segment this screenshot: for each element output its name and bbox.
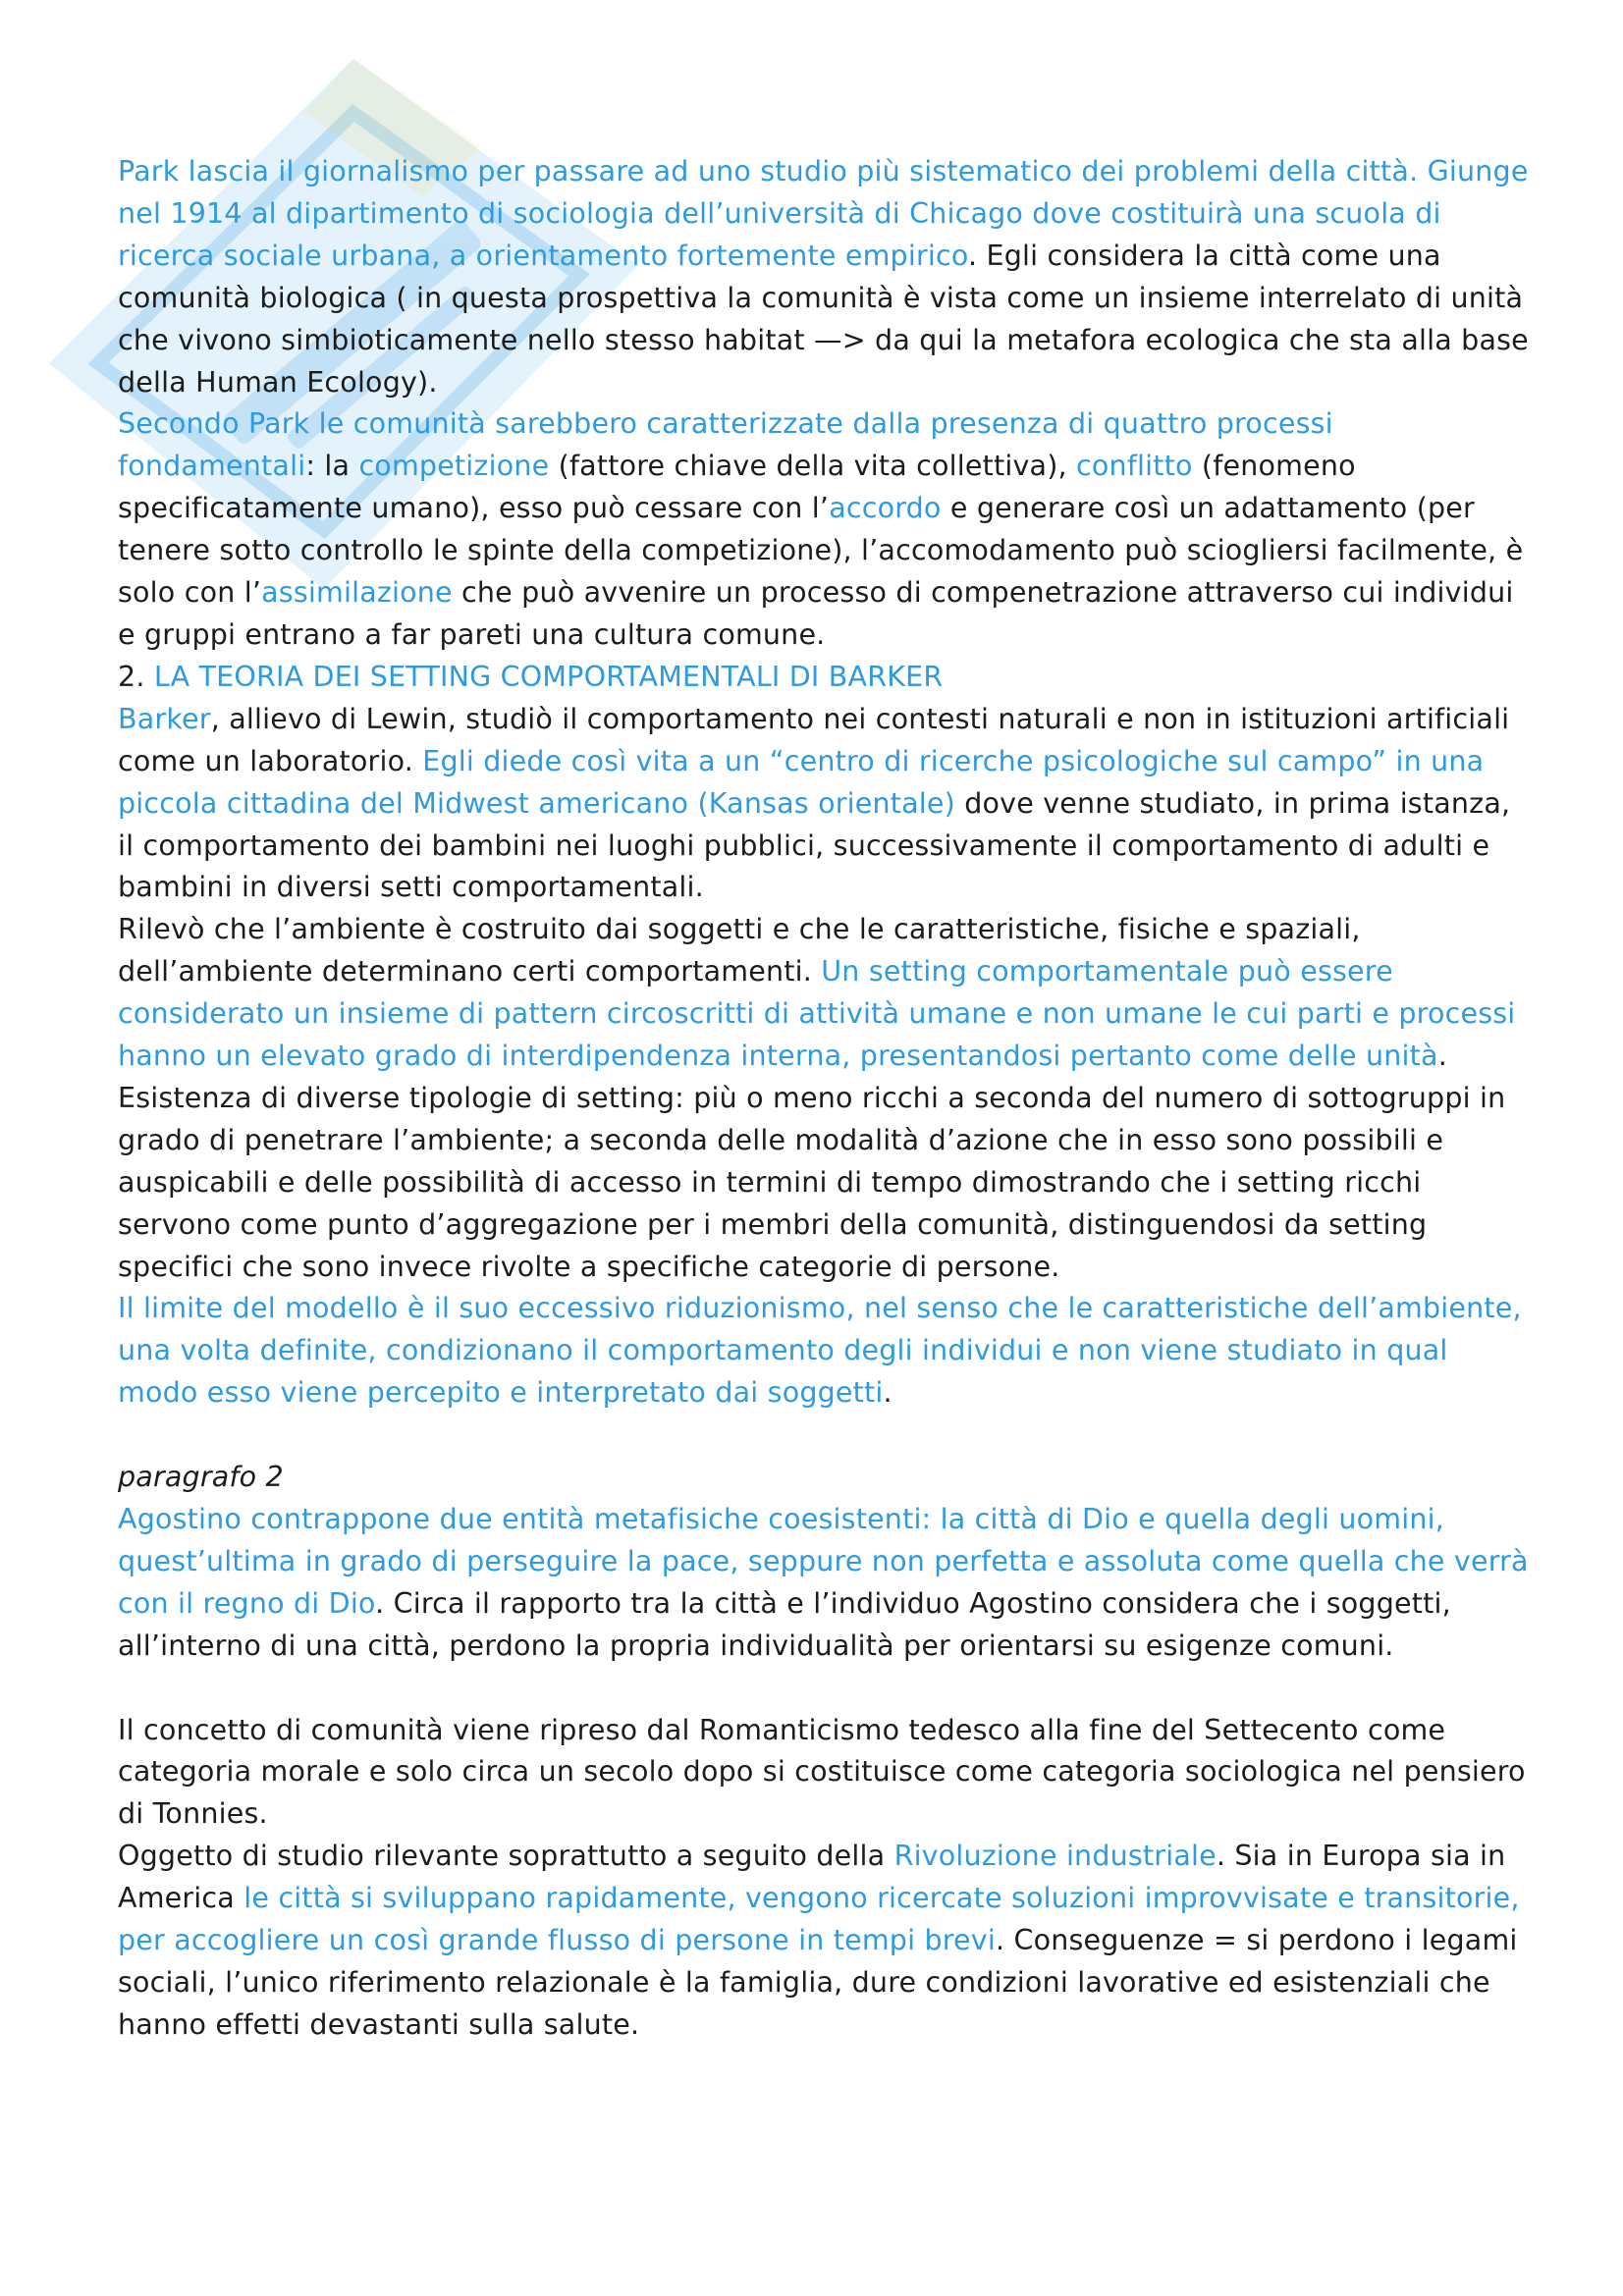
paragraph-park-processes [118, 403, 1532, 656]
body-text: . [1437, 1040, 1447, 1073]
paragraph-model-limit [118, 1288, 1532, 1415]
highlight-text: Agostino contrappone due entità metafisiche coesistenti: la città di Dio e quella degli uomini, quest’ultima in grado di perseguire la pace, seppure non perfetta e assoluta come quella che verrà con il regno di Dio [118, 1502, 1529, 1620]
body-text: (fattore chiave della vita collettiva), [549, 450, 1077, 483]
highlight-term-assimilazione: assimilazione [261, 576, 453, 610]
paragraph-agostino [118, 1499, 1532, 1668]
body-text: che può avvenire un processo di compenetrazione attraverso cui individui e gruppi entrano a far pareti una cultura comune. [118, 576, 1514, 651]
body-text: . Sia in Europa sia in America [118, 1840, 1506, 1915]
paragraph-setting-definition [118, 909, 1532, 1078]
highlight-text: Il limite del modello è il suo eccessivo riduzionismo, nel senso che le caratteristiche dell’ambiente, una volta definite, condizionano il comportamento degli individui e non viene studiato in qual modo esso viene percepito e interpretato dai soggetti [118, 1292, 1522, 1410]
highlight-text: le città si sviluppano rapidamente, vengono ricercate soluzioni improvvisate e transitorie, per accogliere un così grande flusso di persone in tempi brevi [118, 1882, 1520, 1957]
body-text: . [883, 1376, 893, 1410]
highlight-term-accordo: accordo [829, 492, 942, 525]
blank-line [118, 1415, 1532, 1457]
paragraph-park-intro [118, 151, 1532, 403]
body-text: Rilevò che l’ambiente è costruito dai soggetti e che le caratteristiche, fisiche e spaziali, dell’ambiente determinano certi comportamenti. [118, 913, 1361, 988]
blank-line [118, 1668, 1532, 1710]
paragraph-rivoluzione-industriale [118, 1836, 1532, 2047]
body-text: . Circa il rapporto tra la città e l’individuo Agostino considera che i soggetti, all’interno di una città, perdono la propria individualità per orientarsi su esigenze comuni. [118, 1586, 1451, 1662]
highlight-text: Park lascia il giornalismo per passare ad uno studio più sistematico dei problemi della città. Giunge nel 1914 al dipartimento di sociologia dell’università di Chicago dove costituirà una scuola di ricerca sociale urbana, a orientamento fortemente empirico [118, 155, 1529, 272]
highlight-term-rivoluzione: Rivoluzione industriale [893, 1840, 1217, 1873]
paragraph-setting-types [118, 1078, 1532, 1289]
body-text: , allievo di Lewin, studiò il comportamento nei contesti naturali e non in istituzioni artificiali come un laboratorio. [118, 702, 1510, 777]
body-text: e generare così un adattamento (per tenere sotto controllo le spinte della competizione), l’accomodamento può sciogliersi facilmente, è solo con l’ [118, 492, 1524, 610]
section-heading-barker [118, 657, 1532, 699]
section-title: LA TEORIA DEI SETTING COMPORTAMENTALI DI BARKER [153, 660, 944, 693]
document-body [118, 151, 1532, 2047]
paragraph-barker-intro [118, 699, 1532, 910]
highlight-text: Secondo Park le comunità sarebbero caratterizzate dalla presenza di quattro processi fondamentali [118, 407, 1333, 483]
body-text: Esistenza di diverse tipologie di setting: più o meno ricchi a seconda del numero di sottogruppi in grado di penetrare l’ambiente; a seconda delle modalità d’azione che in esso sono possibili e auspicabili e delle possibilità di accesso in termini di tempo dimostrando che i setting ricchi servono come punto d’aggregazione per i membri della comunità, distinguendosi da setting specifici che sono invece rivolte a specifiche categorie di persone. [118, 1081, 1506, 1283]
paragraph-romanticismo [118, 1710, 1532, 1837]
highlight-text: Egli diede così vita a un “centro di ricerche psicologiche sul campo” in una piccola cittadina del Midwest americano (Kansas orientale) [118, 744, 1485, 820]
body-text: . Egli considera la città come una comunità biologica ( in questa prospettiva la comunità è vista come un insieme interrelato di unità che vivono simbioticamente nello stesso habitat —> da qui la metafora ecologica che sta alla base della Human Ecology). [118, 239, 1529, 399]
highlight-term-conflitto: conflitto [1076, 450, 1193, 483]
body-text: : la [305, 450, 359, 483]
body-text: (fenomeno specificatamente umano), esso può cessare con l’ [118, 450, 1356, 525]
body-text: dove venne studiato, in prima istanza, il comportamento dei bambini nei luoghi pubblici, successivamente il comportamento di adulti e bambini in diversi setti comportamentali. [118, 786, 1511, 904]
body-text: Oggetto di studio rilevante soprattutto a seguito della [118, 1840, 894, 1873]
highlight-text: Un setting comportamentale può essere considerato un insieme di pattern circoscritti di attività umane e non umane le cui parti e processi hanno un elevato grado di interdipendenza interna, presentandosi pertanto come delle unità [118, 955, 1516, 1073]
body-text: Il concetto di comunità viene ripreso dal Romanticismo tedesco alla fine del Settecento come categoria morale e solo circa un secolo dopo si costituisce come categoria sociologica nel pensiero di Tonnies. [118, 1713, 1526, 1831]
body-text: . Conseguenze = si perdono i legami sociali, l’unico riferimento relazionale è la famiglia, dure condizioni lavorative ed esistenziali che hanno effetti devastanti sulla salute. [118, 1924, 1518, 2041]
highlight-term-barker: Barker [118, 702, 211, 735]
highlight-term-competizione: competizione [358, 450, 550, 483]
section-label-paragrafo-2: paragrafo 2 [118, 1461, 284, 1494]
section-number: 2. [118, 660, 154, 693]
